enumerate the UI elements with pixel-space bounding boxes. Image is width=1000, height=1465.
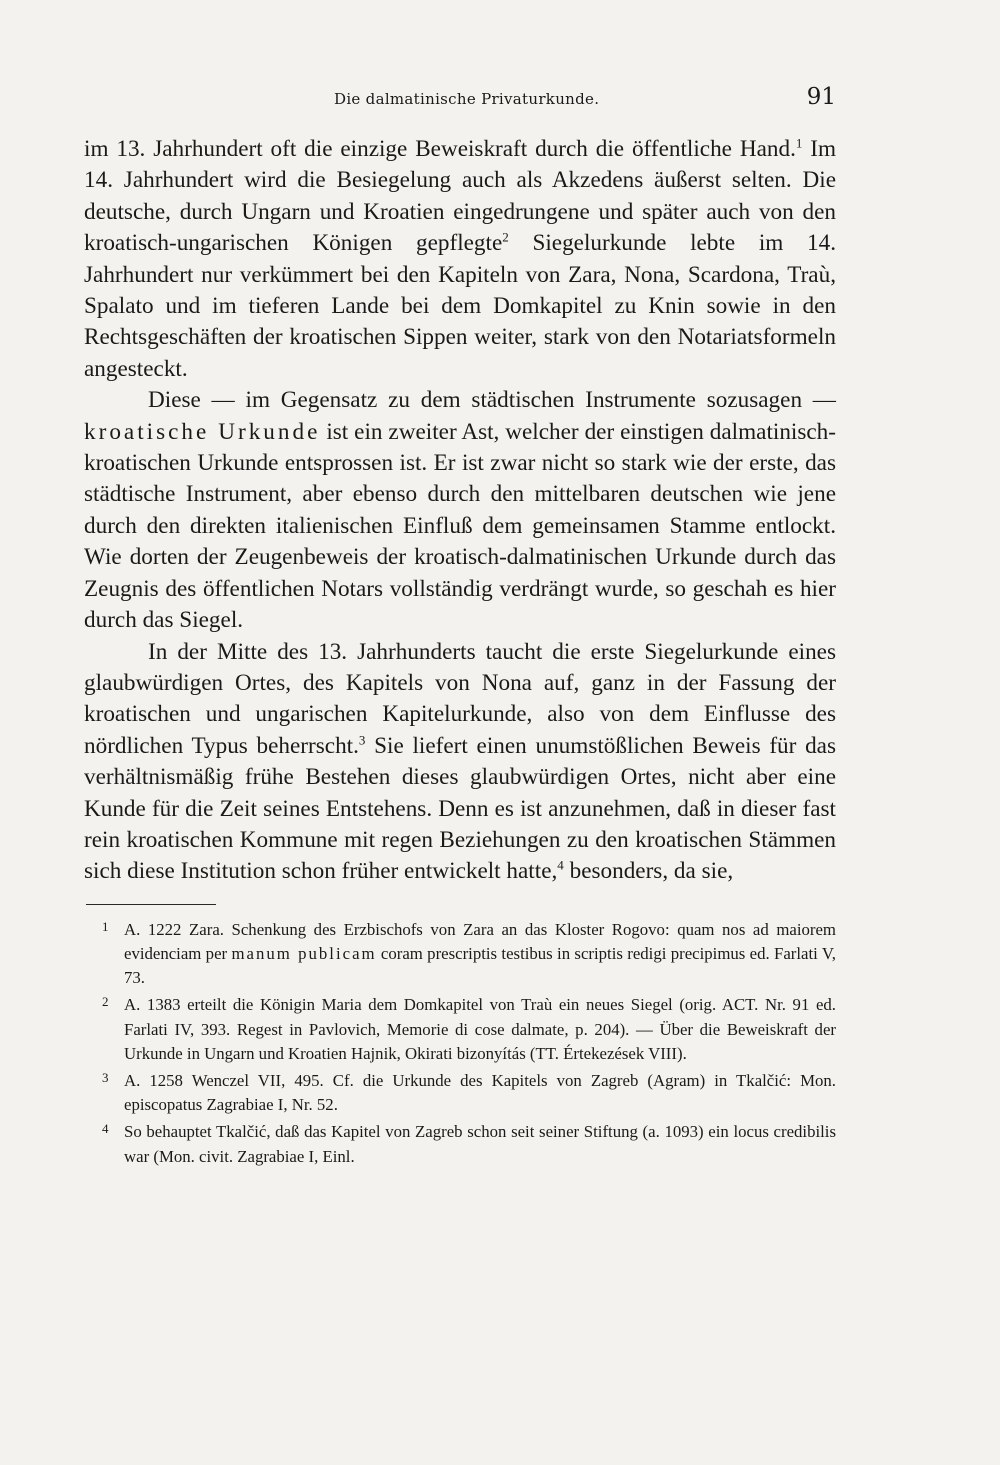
text-segment: besonders, da sie, (563, 858, 734, 885)
book-page (84, 80, 836, 1400)
text-segment: ist ein zweiter Ast, welcher der einstigen dalmatinisch-kroatischen Urkunde entsprossen ist. Er ist zwar nicht so stark wie der erste, das städtische Instrument, aber ebenso durch den mittelbaren deutschen wie jene durch den direkten italienischen Einfluß dem gemeinsamen Stamme entlockt. Wie dorten der Zeugenbeweis der kroatisch-dalmatinischen Urkunde durch das Zeugnis des öffentlichen Notars vollständig verdrängt wurde, so geschah es hier durch das Siegel. (84, 418, 836, 634)
footnote-emphasis: manum publicam (231, 943, 377, 963)
footnote-mark: 1 (102, 918, 109, 934)
text-segment: Sie liefert einen unumstößlichen Beweis für das verhältnismäßig frühe Bestehen dieses glaubwürdigen Ortes, nicht aber eine Kunde für die Zeit seines Entstehens. Denn es ist anzunehmen, daß in dieser fast rein kroatischen Kommune mit regen Beziehungen zu den kroatischen Stämmen sich diese Institution schon früher entwickelt hatte, (84, 732, 837, 885)
footnote-4 (84, 1117, 836, 1168)
page-number: 91 (806, 84, 836, 110)
running-head (84, 80, 836, 120)
footnote-text: A. 1258 Wenczel VII, 495. Cf. die Urkunde des Kapitels von Zagreb (Agram) in Tkalčić: Mon. episcopatus Zagrabiae I, Nr. 52. (124, 1070, 836, 1115)
footnote-mark: 2 (102, 994, 109, 1010)
running-title: Die dalmatinische Privaturkunde. (334, 90, 600, 108)
text-segment: im 13. Jahrhundert oft die einzige Beweiskraft durch die öffentliche Hand. (84, 136, 796, 162)
main-text (84, 134, 836, 888)
text-segment: Im 14. Jahrhundert wird die Besiegelung auch als Akzedens äußerst selten. Die deutsche, durch Ungarn und Kroatien eingedrungene und später auch von den kroatisch-ungarischen Königen gepflegte (84, 136, 837, 257)
footnote-text: So behauptet Tkalčić, daß das Kapitel von Zagreb schon seit seiner Stiftung (a. 1093) ein locus credibilis war (Mon. civit. Zagrabiae I, Einl. (124, 1122, 836, 1166)
footnote-2 (84, 990, 836, 1066)
footnote-divider (86, 904, 216, 905)
footnote-mark: 4 (102, 1121, 109, 1137)
footnotes (84, 915, 836, 1169)
paragraph-2 (84, 385, 836, 636)
footnote-ref-1: 1 (795, 135, 803, 151)
text-segment: In der Mitte des 13. Jahrhunderts taucht die erste Siegelurkunde eines glaubwürdigen Ortes, des Kapitels von Nona auf, ganz in der Fassung der kroatischen und ungarischen Kapitelurkunde, also von dem Einflusse des nördlichen Typus beherrscht. (84, 638, 836, 759)
emphasis-spaced: kroatische Urkunde (84, 418, 321, 445)
footnote-mark: 3 (102, 1069, 109, 1085)
footnote-text: A. 1222 Zara. Schenkung des Erzbischofs von Zara an das Kloster Rogovo: quam nos ad maiorem evidenciam per (124, 919, 836, 963)
footnote-ref-2: 2 (502, 229, 509, 245)
footnote-ref-3: 3 (358, 731, 366, 747)
footnote-3 (84, 1066, 836, 1117)
footnote-ref-4: 4 (557, 857, 564, 873)
paragraph-3 (84, 637, 836, 888)
text-segment: Diese — im Gegensatz zu dem städtischen Instrumente sozusagen — (148, 387, 836, 414)
text-segment: Siegelurkunde lebte im 14. Jahrhundert nur verkümmert bei den Kapiteln von Zara, Nona, Scardona, Traù, Spalato und im tieferen Lande bei dem Domkapitel zu Knin sowie in den Rechtsgeschäften der kroatischen Sippen weiter, stark von den Notariatsformeln angesteckt. (84, 230, 836, 382)
footnote-text: A. 1383 erteilt die Königin Maria dem Domkapitel von Traù ein neues Siegel (orig. ACT. Nr. 91 ed. Farlati IV, 393. Regest in Pavlovich, Memorie di cose dalmate, p. 204). — Über die Beweiskraft der Urkunde in Ungarn und Kroatien Hajnik, Okirati bizonyítás (TT. Értekezések VIII). (124, 995, 836, 1063)
footnote-1 (84, 915, 836, 991)
paragraph-1 (84, 134, 836, 385)
footnote-text: coram prescriptis testibus in scriptis redigi precipimus ed. Farlati V, 73. (124, 943, 836, 988)
